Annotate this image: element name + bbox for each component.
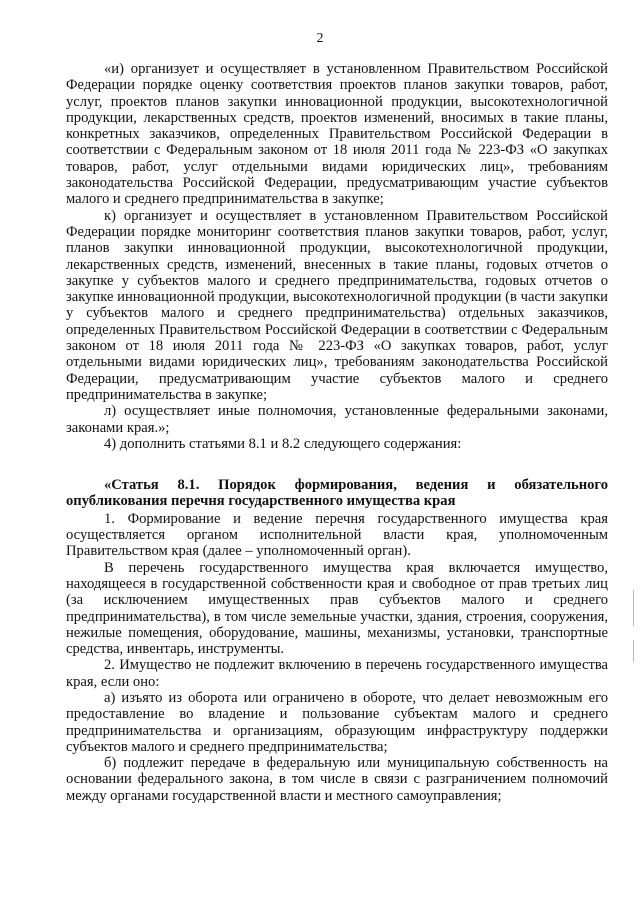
scan-edge-mark	[633, 640, 634, 662]
scan-edge-mark	[633, 590, 634, 626]
article-8-1-part-2-b: б) подлежит передаче в федеральную или муниципальную собственность на основании федерального закона, в том числе в связи с разграничением полномочий между органами государственной власти и местного самоуправления;	[66, 755, 608, 804]
paragraph-item-i: «и) организует и осуществляет в установленном Правительством Российской Федерации порядке оценку соответствия проектов планов закупки товаров, работ, услуг, проектов планов закупки инновационной продукции, высокотехнологичной продукции, лекарственных средств, проектов изменений, вносимых в такие планы, конкретных заказчиков, определенных Правительством Российской Федерации в соответствии с Федеральным законом от 18 июля 2011 года № 223-ФЗ «О закупках товаров, работ, услуг отдельными видами юридических лиц», требованиям законодательства Российской Федерации, предусматривающим участие субъектов малого и среднего предпринимательства в закупке;	[66, 61, 608, 208]
page-number: 2	[316, 31, 324, 46]
document-body	[66, 61, 608, 804]
article-8-1-part-1: 1. Формирование и ведение перечня государственного имущества края осуществляется органом исполнительной власти края, уполномоченным Правительством края (далее – уполномоченный орган).	[66, 510, 608, 560]
paragraph-item-k: к) организует и осуществляет в установленном Правительством Российской Федерации порядке мониторинг соответствия планов закупки товаров, работ, услуг, планов закупки инновационной продукции, высокотехнологичной продукции, лекарственных средств, изменений, внесенных в такие планы, годовых отчетов о закупке у субъектов малого и среднего предпринимательства, годовых отчетов о закупке инновационной продукции, высокотехнологичной продукции (в части закупки у субъектов малого и среднего предпринимательства) отдельных заказчиков, определенных Правительством Российской Федерации в соответствии с Федеральным законом от 18 июля 2011 года № 223-ФЗ «О закупках товаров, работ, услуг отдельными видами юридических лиц», требованиям законодательства Российской Федерации, предусматривающим участие субъектов малого и среднего предпринимательства в закупке;	[66, 207, 608, 403]
article-8-1-part-2: 2. Имущество не подлежит включению в перечень государственного имущества края, если оно:	[66, 657, 608, 690]
paragraph-item-4: 4) дополнить статьями 8.1 и 8.2 следующего содержания:	[104, 435, 462, 452]
article-8-1-part-1-continued: В перечень государственного имущества края включается имущество, находящееся в государственной собственности края и свободное от прав третьих лиц (за исключением имущественных прав субъектов малого и среднего предпринимательства), в том числе земельные участки, здания, строения, сооружения, нежилые помещения, оборудование, машины, механизмы, установки, транспортные средства, инвентарь, инструменты.	[66, 559, 608, 658]
article-8-1-heading: «Статья 8.1. Порядок формирования, ведения и обязательного опубликования перечня государственного имущества края	[66, 477, 608, 510]
paragraph-item-l: л) осуществляет иные полномочия, установленные федеральными законами, законами края.»;	[66, 403, 608, 436]
article-8-1-part-2-a: а) изъято из оборота или ограничено в обороте, что делает невозможным его предоставление во владение и пользование субъектам малого и среднего предпринимательства и организациям, образующим инфраструктуру поддержки субъектов малого и среднего предпринимательства;	[66, 689, 608, 755]
